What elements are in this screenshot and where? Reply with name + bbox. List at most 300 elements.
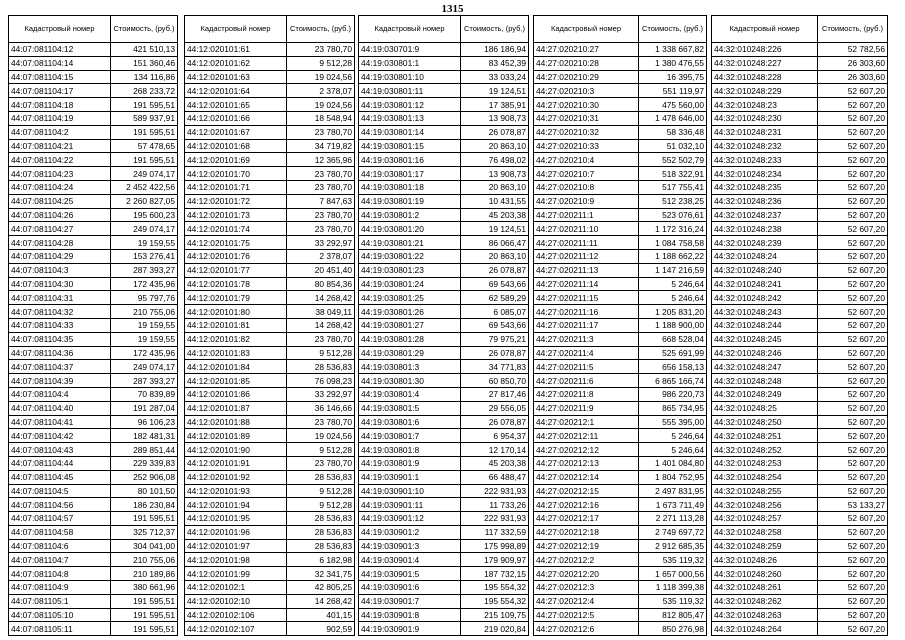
cadastral-number: 44:19:030701:9	[359, 43, 461, 57]
table-row	[359, 56, 529, 70]
table-row	[359, 139, 529, 153]
cost-value: 33 292,97	[287, 387, 355, 401]
cost-value: 36 146,66	[287, 401, 355, 415]
cadastral-number: 44:32:010248:23	[712, 98, 818, 112]
cadastral-number: 44:07:081104:9	[9, 581, 111, 595]
table-row	[185, 512, 355, 526]
table-row	[712, 443, 888, 457]
cadastral-number: 44:07:081104:24	[9, 180, 111, 194]
cost-value: 6 954,37	[461, 429, 529, 443]
table-row	[185, 401, 355, 415]
cost-value: 2 260 827,05	[111, 194, 178, 208]
cost-value: 5 246,64	[639, 429, 707, 443]
cost-value: 52 607,20	[818, 567, 888, 581]
cadastral-number: 44:32:010248:243	[712, 305, 818, 319]
table-row	[185, 84, 355, 98]
table-row	[534, 346, 707, 360]
column-header-cadastral: Кадастровый номер	[359, 16, 461, 43]
cost-value: 52 607,20	[818, 484, 888, 498]
cost-value: 668 528,04	[639, 332, 707, 346]
table-row	[359, 180, 529, 194]
cost-value: 33 033,24	[461, 70, 529, 84]
cost-value: 79 975,21	[461, 332, 529, 346]
cadastral-number: 44:27:020212:6	[534, 622, 639, 636]
table-row	[359, 305, 529, 319]
cadastral-number: 44:07:081104:33	[9, 318, 111, 332]
cadastral-number: 44:27:020211:9	[534, 401, 639, 415]
cadastral-number: 44:32:010248:249	[712, 387, 818, 401]
column-header-cadastral: Кадастровый номер	[534, 16, 639, 43]
table-header-row	[712, 16, 888, 43]
cost-table-1	[8, 15, 178, 636]
cadastral-number: 44:27:020212:5	[534, 608, 639, 622]
cost-value: 249 074,17	[111, 167, 178, 181]
cadastral-number: 44:32:010248:230	[712, 111, 818, 125]
table-row	[534, 525, 707, 539]
cost-value: 14 268,42	[287, 291, 355, 305]
cost-value: 10 431,55	[461, 194, 529, 208]
cost-value: 52 782,56	[818, 43, 888, 57]
table-row	[712, 553, 888, 567]
cadastral-number: 44:27:020212:20	[534, 567, 639, 581]
cadastral-number: 44:12:020101:78	[185, 277, 287, 291]
cost-value: 222 931,93	[461, 512, 529, 526]
cost-value: 52 607,20	[818, 443, 888, 457]
cost-table-2	[184, 15, 355, 636]
table-row	[712, 222, 888, 236]
cadastral-number: 44:19:030801:2	[359, 208, 461, 222]
cost-value: 1 147 216,59	[639, 263, 707, 277]
cost-value: 14 268,42	[287, 594, 355, 608]
cadastral-number: 44:32:010248:234	[712, 167, 818, 181]
cost-value: 52 607,20	[818, 539, 888, 553]
cost-value: 16 395,75	[639, 70, 707, 84]
cost-value: 222 931,93	[461, 484, 529, 498]
column-header-cadastral: Кадастровый номер	[9, 16, 111, 43]
cadastral-number: 44:27:020210:7	[534, 167, 639, 181]
table-row	[185, 208, 355, 222]
cost-value: 52 607,20	[818, 332, 888, 346]
table-row	[9, 415, 178, 429]
table-row	[359, 84, 529, 98]
table-row	[359, 581, 529, 595]
cost-value: 66 488,47	[461, 470, 529, 484]
table-row	[9, 153, 178, 167]
cost-value: 19 024,56	[287, 429, 355, 443]
cost-value: 523 076,61	[639, 208, 707, 222]
cost-value: 52 607,20	[818, 291, 888, 305]
cadastral-number: 44:27:020212:16	[534, 498, 639, 512]
cost-value: 219 020,84	[461, 622, 529, 636]
cost-value: 850 276,98	[639, 622, 707, 636]
cost-value: 80 854,36	[287, 277, 355, 291]
table-row	[9, 456, 178, 470]
cadastral-number: 44:19:030801:29	[359, 346, 461, 360]
cost-value: 151 360,46	[111, 56, 178, 70]
table-row	[534, 263, 707, 277]
cost-value: 23 780,70	[287, 43, 355, 57]
cadastral-number: 44:07:081104:6	[9, 539, 111, 553]
cost-value: 19 124,51	[461, 84, 529, 98]
table-row	[9, 622, 178, 636]
table-row	[9, 125, 178, 139]
cadastral-number: 44:07:081104:29	[9, 249, 111, 263]
cadastral-number: 44:07:081104:58	[9, 525, 111, 539]
cadastral-number: 44:32:010248:26	[712, 553, 818, 567]
cadastral-number: 44:07:081104:2	[9, 125, 111, 139]
cost-value: 9 512,28	[287, 346, 355, 360]
table-row	[534, 208, 707, 222]
table-row	[9, 249, 178, 263]
cadastral-number: 44:32:010248:231	[712, 125, 818, 139]
cadastral-number: 44:07:081105:11	[9, 622, 111, 636]
table-row	[185, 194, 355, 208]
table-row	[712, 277, 888, 291]
table-row	[359, 539, 529, 553]
cadastral-number: 44:07:081104:25	[9, 194, 111, 208]
cadastral-number: 44:12:020101:75	[185, 236, 287, 250]
table-row	[712, 139, 888, 153]
table-row	[359, 401, 529, 415]
cost-value: 13 908,73	[461, 167, 529, 181]
cadastral-number: 44:27:020212:3	[534, 581, 639, 595]
cadastral-number: 44:07:081104:5	[9, 484, 111, 498]
cost-value: 52 607,20	[818, 456, 888, 470]
cadastral-number: 44:12:020101:62	[185, 56, 287, 70]
table-row	[712, 415, 888, 429]
table-row	[185, 98, 355, 112]
table-row	[185, 594, 355, 608]
column-header-cost: Стоимость, (руб.)	[461, 16, 529, 43]
cost-value: 812 805,47	[639, 608, 707, 622]
cost-value: 52 607,20	[818, 470, 888, 484]
table-row	[9, 443, 178, 457]
cadastral-number: 44:32:010248:238	[712, 222, 818, 236]
cadastral-number: 44:12:020101:98	[185, 553, 287, 567]
table-row	[9, 512, 178, 526]
table-row	[359, 498, 529, 512]
table-row	[712, 622, 888, 636]
cadastral-number: 44:19:030901:11	[359, 498, 461, 512]
cost-value: 2 497 831,95	[639, 484, 707, 498]
table-row	[185, 236, 355, 250]
cost-value: 134 116,86	[111, 70, 178, 84]
cadastral-number: 44:32:010248:241	[712, 277, 818, 291]
cadastral-number: 44:27:020210:33	[534, 139, 639, 153]
table-row	[534, 374, 707, 388]
table-row	[534, 84, 707, 98]
column-header-cost: Стоимость, (руб.)	[818, 16, 888, 43]
cost-value: 902,59	[287, 622, 355, 636]
cost-value: 210 755,06	[111, 305, 178, 319]
table-row	[185, 56, 355, 70]
cadastral-number: 44:32:010248:263	[712, 608, 818, 622]
table-row	[534, 594, 707, 608]
table-row	[359, 346, 529, 360]
table-row	[185, 125, 355, 139]
table-row	[185, 263, 355, 277]
cost-value: 52 607,20	[818, 553, 888, 567]
cost-value: 19 159,55	[111, 318, 178, 332]
cost-value: 52 607,20	[818, 139, 888, 153]
cadastral-number: 44:07:081104:4	[9, 387, 111, 401]
cost-value: 60 850,70	[461, 374, 529, 388]
column-header-cadastral: Кадастровый номер	[712, 16, 818, 43]
cost-value: 6 865 166,74	[639, 374, 707, 388]
cadastral-number: 44:27:020211:10	[534, 222, 639, 236]
cadastral-number: 44:19:030901:7	[359, 594, 461, 608]
cadastral-number: 44:19:030801:19	[359, 194, 461, 208]
cost-value: 52 607,20	[818, 512, 888, 526]
cost-value: 401,15	[287, 608, 355, 622]
cost-value: 29 556,05	[461, 401, 529, 415]
table-row	[359, 208, 529, 222]
cost-value: 45 203,38	[461, 456, 529, 470]
table-row	[534, 360, 707, 374]
cadastral-number: 44:27:020211:3	[534, 332, 639, 346]
cadastral-number: 44:12:020101:94	[185, 498, 287, 512]
column-header-cadastral: Кадастровый номер	[185, 16, 287, 43]
cost-value: 172 435,96	[111, 346, 178, 360]
cadastral-number: 44:12:020101:76	[185, 249, 287, 263]
cost-value: 153 276,41	[111, 249, 178, 263]
cadastral-number: 44:32:010248:226	[712, 43, 818, 57]
cadastral-number: 44:27:020210:31	[534, 111, 639, 125]
cadastral-number: 44:32:010248:255	[712, 484, 818, 498]
table-row	[712, 263, 888, 277]
cost-value: 28 536,83	[287, 470, 355, 484]
cadastral-number: 44:27:020211:12	[534, 249, 639, 263]
cost-value: 52 607,20	[818, 125, 888, 139]
table-row	[359, 525, 529, 539]
cadastral-number: 44:07:081104:19	[9, 111, 111, 125]
cost-value: 52 607,20	[818, 415, 888, 429]
table-row	[534, 470, 707, 484]
cadastral-number: 44:12:020101:65	[185, 98, 287, 112]
cost-value: 23 780,70	[287, 208, 355, 222]
table-header-row	[359, 16, 529, 43]
cost-value: 52 607,20	[818, 622, 888, 636]
cadastral-number: 44:12:020101:83	[185, 346, 287, 360]
cadastral-number: 44:32:010248:240	[712, 263, 818, 277]
cadastral-number: 44:19:030801:8	[359, 443, 461, 457]
cadastral-number: 44:32:010248:244	[712, 318, 818, 332]
table-row	[534, 608, 707, 622]
cadastral-number: 44:12:020101:79	[185, 291, 287, 305]
cost-value: 172 435,96	[111, 277, 178, 291]
table-row	[712, 470, 888, 484]
cost-value: 52 607,20	[818, 98, 888, 112]
cost-value: 14 268,42	[287, 318, 355, 332]
cost-value: 5 246,64	[639, 443, 707, 457]
cadastral-number: 44:19:030901:5	[359, 567, 461, 581]
cost-value: 1 205 831,20	[639, 305, 707, 319]
table-row	[534, 539, 707, 553]
table-row	[712, 70, 888, 84]
cadastral-number: 44:12:020101:64	[185, 84, 287, 98]
cost-value: 5 246,64	[639, 277, 707, 291]
cadastral-number: 44:27:020211:5	[534, 360, 639, 374]
table-row	[185, 429, 355, 443]
cost-value: 191 595,51	[111, 125, 178, 139]
cadastral-number: 44:07:081104:3	[9, 263, 111, 277]
cadastral-number: 44:19:030901:8	[359, 608, 461, 622]
cost-value: 9 512,28	[287, 443, 355, 457]
table-row	[359, 429, 529, 443]
cost-value: 28 536,83	[287, 360, 355, 374]
cost-value: 1 188 662,22	[639, 249, 707, 263]
table-row	[359, 443, 529, 457]
cadastral-number: 44:32:010248:25	[712, 401, 818, 415]
cost-value: 52 607,20	[818, 84, 888, 98]
cadastral-number: 44:19:030801:24	[359, 277, 461, 291]
table-row	[712, 98, 888, 112]
cost-value: 58 336,48	[639, 125, 707, 139]
table-row	[359, 456, 529, 470]
table-row	[359, 291, 529, 305]
cost-value: 287 393,27	[111, 263, 178, 277]
table-row	[534, 484, 707, 498]
table-row	[712, 43, 888, 57]
cost-value: 191 595,51	[111, 512, 178, 526]
cost-value: 18 548,94	[287, 111, 355, 125]
table-row	[9, 567, 178, 581]
cadastral-number: 44:27:020210:30	[534, 98, 639, 112]
cost-value: 52 607,20	[818, 180, 888, 194]
table-row	[9, 387, 178, 401]
cadastral-number: 44:07:081104:45	[9, 470, 111, 484]
table-row	[359, 70, 529, 84]
cost-value: 2 749 697,72	[639, 525, 707, 539]
table-row	[359, 622, 529, 636]
cost-value: 19 124,51	[461, 222, 529, 236]
cost-value: 52 607,20	[818, 360, 888, 374]
table-row	[534, 111, 707, 125]
table-row	[712, 167, 888, 181]
table-row	[359, 594, 529, 608]
cost-value: 186 230,84	[111, 498, 178, 512]
cost-value: 1 657 000,56	[639, 567, 707, 581]
cadastral-number: 44:07:081104:40	[9, 401, 111, 415]
cost-value: 535 119,32	[639, 594, 707, 608]
cadastral-number: 44:07:081104:17	[9, 84, 111, 98]
table-row	[9, 484, 178, 498]
cost-value: 475 560,00	[639, 98, 707, 112]
cadastral-number: 44:32:010248:253	[712, 456, 818, 470]
cadastral-number: 44:12:020101:66	[185, 111, 287, 125]
cadastral-number: 44:32:010248:246	[712, 346, 818, 360]
cadastral-number: 44:27:020211:8	[534, 387, 639, 401]
table-row	[359, 567, 529, 581]
cadastral-number: 44:32:010248:248	[712, 374, 818, 388]
cadastral-number: 44:32:010248:251	[712, 429, 818, 443]
cost-value: 249 074,17	[111, 222, 178, 236]
cost-value: 175 998,89	[461, 539, 529, 553]
table-row	[9, 70, 178, 84]
table-row	[359, 332, 529, 346]
cost-value: 23 780,70	[287, 415, 355, 429]
cadastral-number: 44:12:020101:77	[185, 263, 287, 277]
cost-value: 5 246,64	[639, 291, 707, 305]
table-row	[712, 236, 888, 250]
table-row	[185, 360, 355, 374]
table-row	[534, 567, 707, 581]
cost-value: 20 863,10	[461, 180, 529, 194]
cost-value: 26 078,87	[461, 263, 529, 277]
table-row	[185, 415, 355, 429]
cadastral-number: 44:12:020101:70	[185, 167, 287, 181]
cadastral-number: 44:32:010248:229	[712, 84, 818, 98]
table-row	[534, 401, 707, 415]
cost-value: 53 133,27	[818, 498, 888, 512]
cadastral-number: 44:32:010248:233	[712, 153, 818, 167]
cadastral-number: 44:32:010248:252	[712, 443, 818, 457]
cost-value: 26 078,87	[461, 415, 529, 429]
cadastral-number: 44:32:010248:245	[712, 332, 818, 346]
cadastral-number: 44:27:020211:4	[534, 346, 639, 360]
table-row	[185, 318, 355, 332]
table-row	[9, 374, 178, 388]
cadastral-number: 44:27:020210:29	[534, 70, 639, 84]
table-row	[185, 622, 355, 636]
cadastral-number: 44:12:020101:80	[185, 305, 287, 319]
table-row	[359, 222, 529, 236]
cost-value: 2 912 685,35	[639, 539, 707, 553]
cost-value: 215 109,75	[461, 608, 529, 622]
cost-value: 86 066,47	[461, 236, 529, 250]
cost-value: 32 341,75	[287, 567, 355, 581]
cost-value: 304 041,00	[111, 539, 178, 553]
table-row	[534, 318, 707, 332]
cost-value: 51 032,10	[639, 139, 707, 153]
table-row	[9, 581, 178, 595]
table-row	[185, 43, 355, 57]
cost-value: 6 085,07	[461, 305, 529, 319]
cost-value: 512 238,25	[639, 194, 707, 208]
cost-value: 19 024,56	[287, 98, 355, 112]
cadastral-number: 44:12:020101:73	[185, 208, 287, 222]
table-row	[185, 484, 355, 498]
cost-value: 517 755,41	[639, 180, 707, 194]
cost-value: 195 554,32	[461, 594, 529, 608]
cadastral-number: 44:27:020210:4	[534, 153, 639, 167]
table-row	[9, 139, 178, 153]
cost-value: 986 220,73	[639, 387, 707, 401]
cadastral-number: 44:07:081105:10	[9, 608, 111, 622]
cost-value: 52 607,20	[818, 387, 888, 401]
table-row	[712, 208, 888, 222]
table-row	[534, 70, 707, 84]
table-row	[185, 180, 355, 194]
table-row	[359, 98, 529, 112]
cost-value: 535 119,32	[639, 553, 707, 567]
cadastral-number: 44:12:020101:74	[185, 222, 287, 236]
table-row	[185, 277, 355, 291]
cadastral-number: 44:27:020212:14	[534, 470, 639, 484]
cadastral-number: 44:12:020101:84	[185, 360, 287, 374]
cost-value: 26 078,87	[461, 346, 529, 360]
cadastral-number: 44:27:020210:9	[534, 194, 639, 208]
table-row	[712, 153, 888, 167]
cadastral-number: 44:07:081104:35	[9, 332, 111, 346]
cadastral-number: 44:27:020212:1	[534, 415, 639, 429]
table-row	[359, 263, 529, 277]
table-row	[185, 443, 355, 457]
table-row	[185, 567, 355, 581]
cadastral-number: 44:07:081104:22	[9, 153, 111, 167]
table-row	[359, 249, 529, 263]
cadastral-number: 44:19:030801:6	[359, 415, 461, 429]
